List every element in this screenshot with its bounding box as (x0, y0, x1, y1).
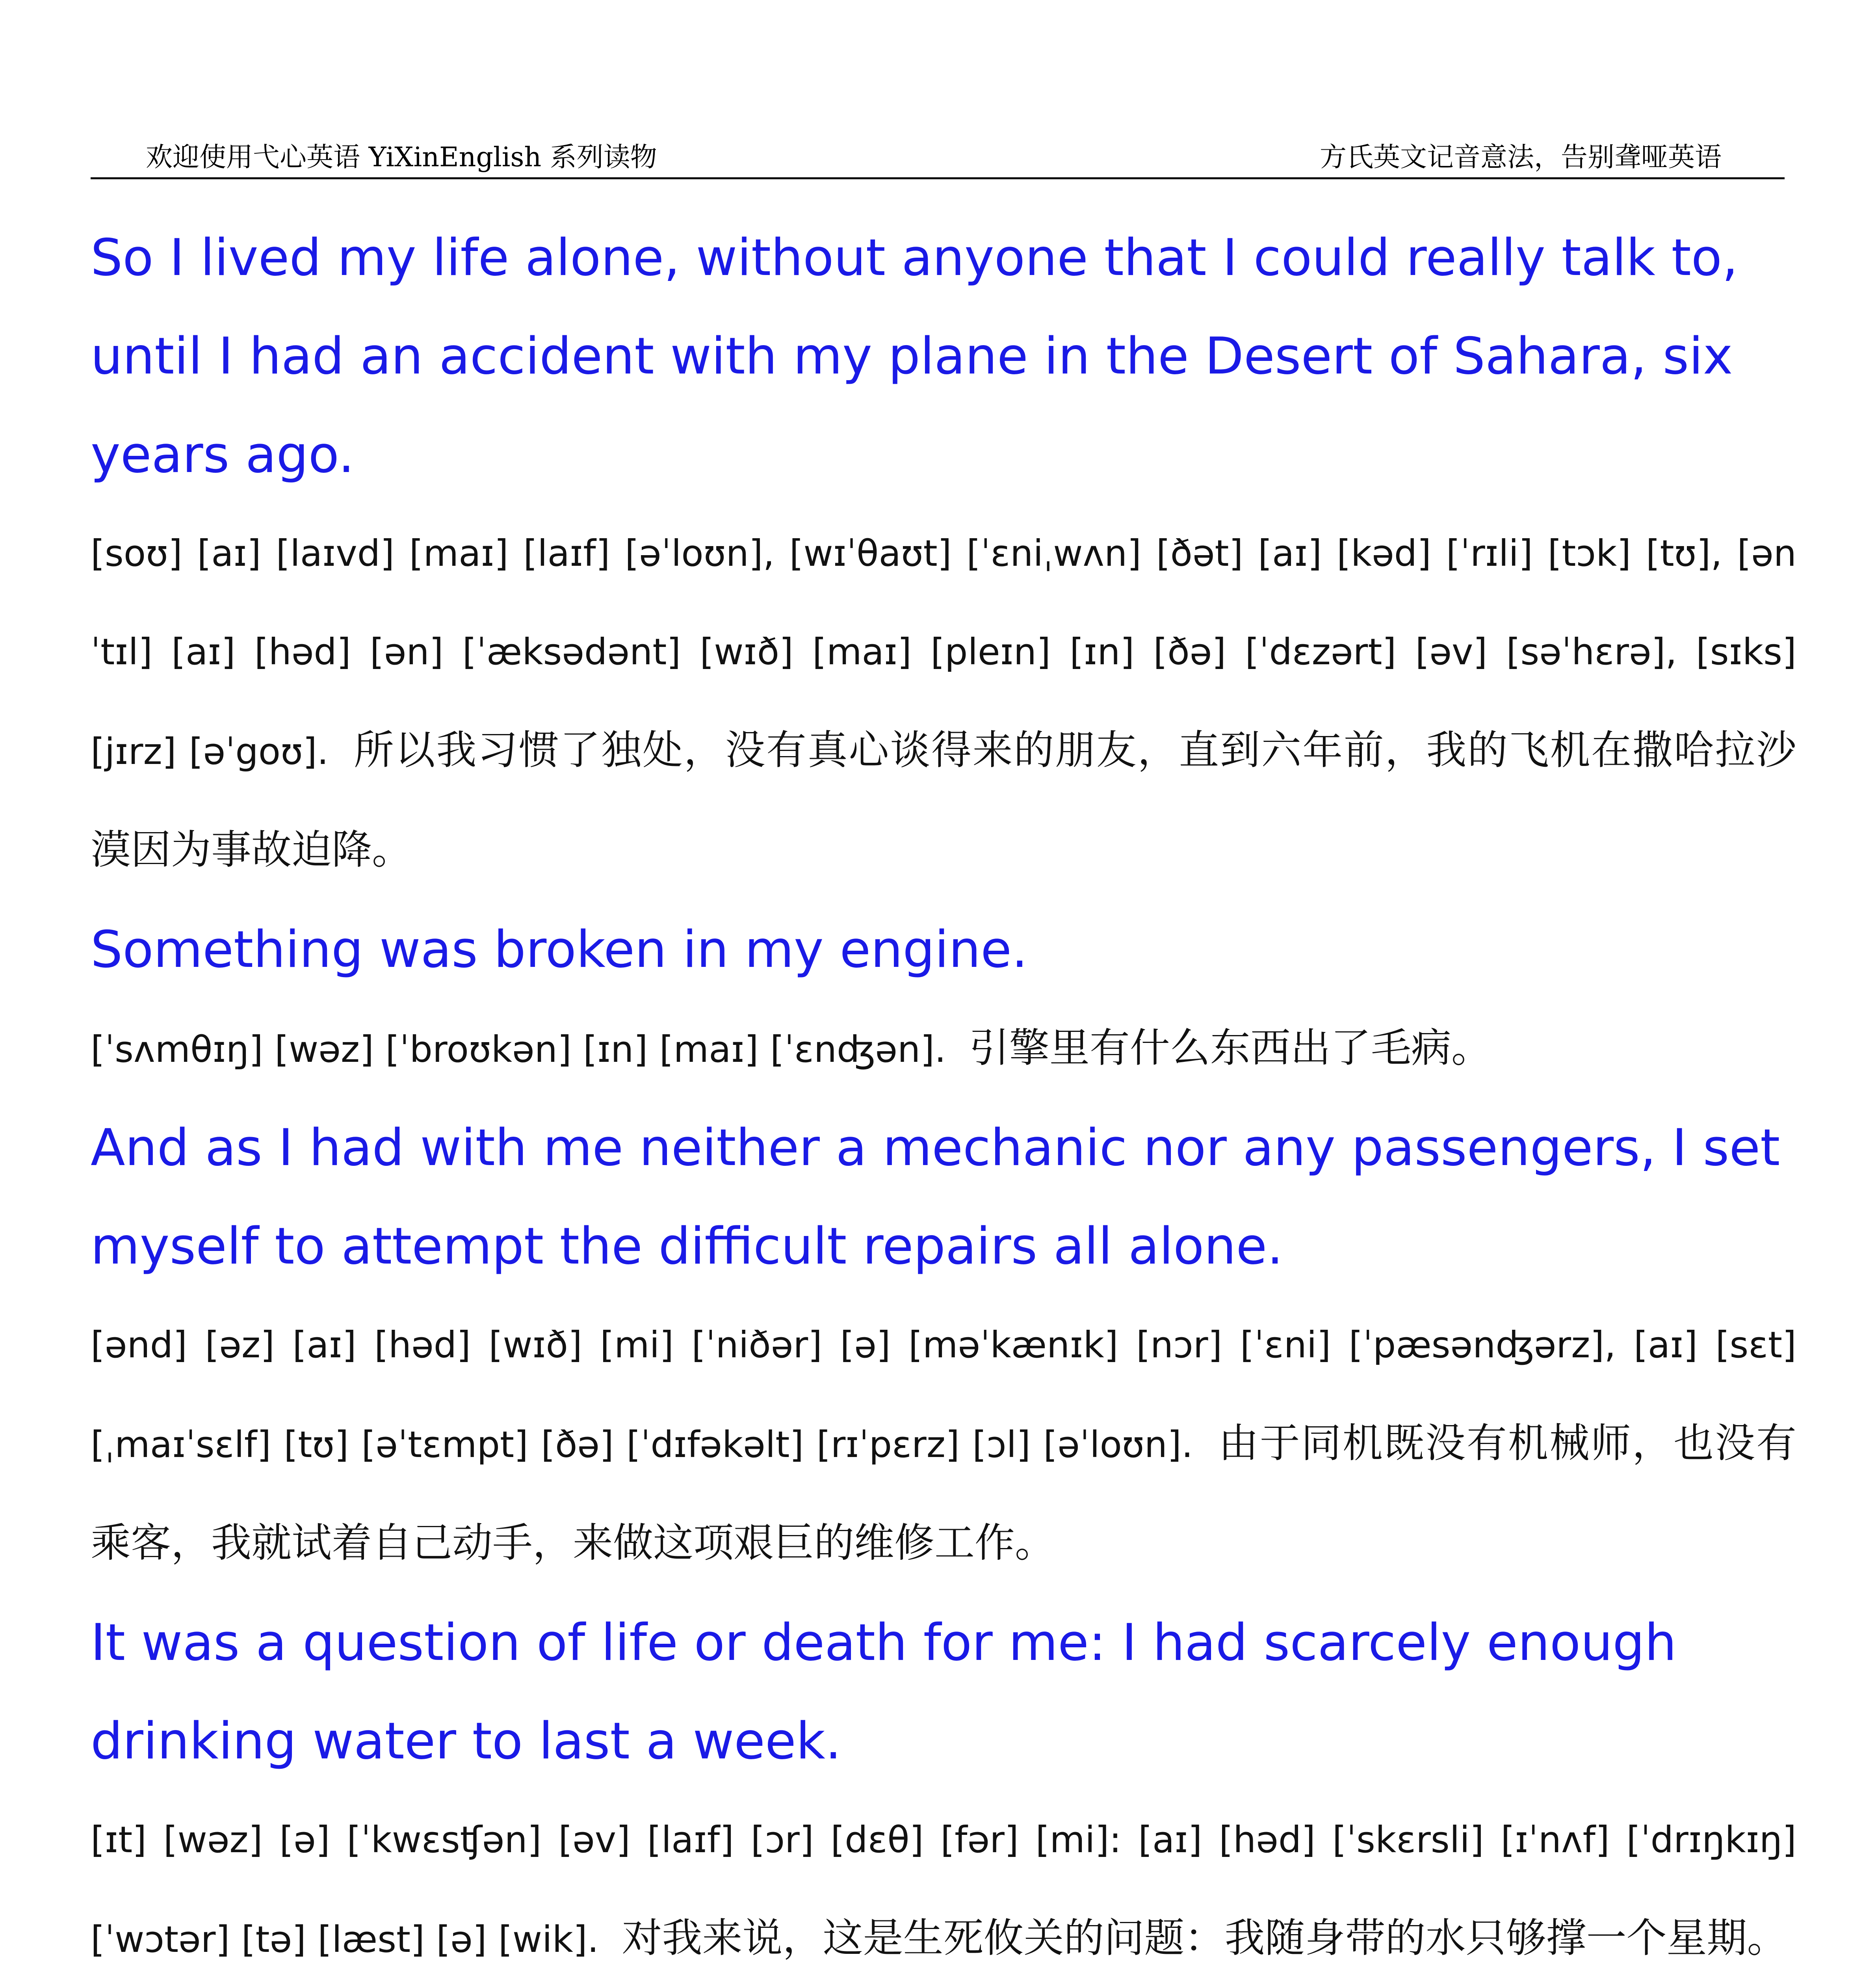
phonetic-text: [soʊ] [aɪ] [laɪvd] [maɪ] [laɪf] [əˈloʊn], [wɪˈθaʊt] [ˈɛniˌwʌn] [ðət] [aɪ] [kəd] [ˈrɪli] [tɔk] [tʊ], [ənˈtɪl] [aɪ] [həd] [ən] [ˈæksədənt] [wɪð] [maɪ] [pleɪn] [ɪn] [ðə] [ˈdɛzərt] [əv] [səˈhɛrə], [sɪks] [jɪrz] [əˈgoʊ]. (91, 532, 1796, 773)
chinese-translation: 由于同机既没有机械师，也没有乘客，我就试着自己动手，来做这项艰巨的维修工作。 (91, 1420, 1796, 1567)
phonetic-line (91, 1296, 1796, 1594)
english-sentence: And as I had with me neither a mechanic nor any passengers, I set myself to attempt the difficult repairs all alone. (91, 1119, 1780, 1276)
sentence-block (91, 209, 1796, 901)
chinese-translation: 对我来说，这是生死攸关的问题：我随身带的水只够撑一个星期。 (622, 1915, 1787, 1962)
chinese-translation: 引擎里有什么东西出了毛病。 (969, 1025, 1492, 1072)
english-sentence: Something was broken in my engine. (91, 920, 1028, 979)
header-slogan: 方氏英文记音意法，告别聋哑英语 (1319, 142, 1722, 173)
phonetic-text: [ənd] [əz] [aɪ] [həd] [wɪð] [mi] [ˈniðər] [ə] [məˈkænɪk] [nɔr] [ˈɛni] [ˈpæsənʤərz], [aɪ] [sɛt] [ˌmaɪˈsɛlf] [tʊ] [əˈtɛmpt] [ðə] [ˈdɪfəkəlt] [rɪˈpɛrz] [ɔl] [əˈloʊn]. (91, 1324, 1796, 1466)
phonetic-text: [ɪt] [wəz] [ə] [ˈkwɛsʧən] [əv] [laɪf] [ɔr] [dɛθ] [fər] [mi]: [aɪ] [həd] [ˈskɛrsli] [ɪˈnʌf] [ˈdrɪŋkɪŋ] [ˈwɔtər] [tə] [læst] [ə] [wik]. (91, 1819, 1796, 1961)
page-content (91, 209, 1796, 1970)
chinese-translation: 所以我习惯了独处，没有真心谈得来的朋友，直到六年前，我的飞机在撒哈拉沙漠因为事故迫降。 (91, 727, 1797, 873)
header-series-title: 欢迎使用弋心英语 YiXinEnglish 系列读物 (146, 142, 657, 173)
page-header (91, 138, 1785, 179)
phonetic-line (91, 999, 1796, 1099)
phonetic-text: [ˈsʌmθɪŋ] [wəz] [ˈbroʊkən] [ɪn] [maɪ] [ˈɛnʤən]. (91, 1028, 946, 1070)
sentence-block (91, 1594, 1796, 1970)
sentence-block (91, 1099, 1796, 1594)
sentence-block (91, 901, 1796, 1099)
english-sentence: So I lived my life alone, without anyone that I could really talk to, until I had an accident with my plane in the Desert of Sahara, six years ago. (91, 229, 1738, 484)
phonetic-line (91, 504, 1796, 901)
english-sentence: It was a question of life or death for me: I had scarcely enough drinking water to last a week. (91, 1613, 1677, 1771)
phonetic-line (91, 1791, 1796, 1970)
